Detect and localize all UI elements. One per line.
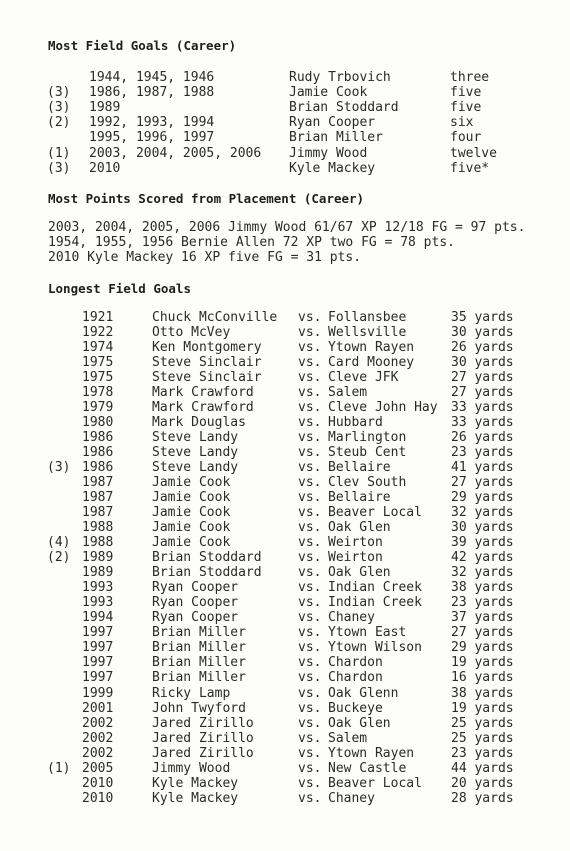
placement-line: 2010 Kyle Mackey 16 XP five FG = 31 pts. [48,250,362,265]
player-name: Jamie Cook [152,505,231,521]
kick-distance: 23 yards [451,745,514,761]
season-year: 2005 [82,760,114,776]
versus-label: vs. [298,700,322,716]
versus-label: vs. [298,355,322,371]
kick-distance: 32 yards [451,505,514,521]
kick-distance: 23 yards [451,445,514,461]
player-name: Jimmy Wood [152,760,231,776]
versus-label: vs. [298,505,322,521]
versus-label: vs. [298,490,322,506]
season-year: 1921 [82,310,114,325]
versus-label: vs. [298,625,322,641]
section-title-longest-field-goals: Longest Field Goals [48,281,191,296]
kick-distance: 26 yards [451,340,514,356]
versus-label: vs. [298,580,322,596]
opponent-name: Steub Cent [328,445,407,461]
rank-marker: (3) [47,100,71,116]
opponent-name: Card Mooney [328,355,415,371]
opponent-name: Bellaire [328,490,391,506]
kick-distance: 39 yards [451,535,514,551]
player-name: Mark Douglas [152,415,246,431]
season-year: 1987 [82,505,114,521]
versus-label: vs. [298,325,322,341]
season-year: 1986 [82,430,114,446]
versus-label: vs. [298,475,322,491]
opponent-name: Ytown Wilson [328,640,422,656]
opponent-name: Weirton [328,535,383,551]
season-year: 1997 [82,670,114,686]
versus-label: vs. [298,550,322,566]
opponent-name: Salem [328,730,368,746]
season-year: 1987 [82,490,114,506]
player-name: Jamie Cook [152,475,231,491]
player-name: Brian Miller [152,655,246,671]
player-name: Steve Landy [152,430,239,446]
player-name: Jared Zirillo [152,715,254,731]
kick-distance: 35 yards [451,310,514,325]
player-name: Otto McVey [152,325,231,341]
versus-label: vs. [298,520,322,536]
kick-distance: 38 yards [451,580,514,596]
player-name: Brian Stoddard [152,550,262,566]
kick-distance: 30 yards [451,325,514,341]
opponent-name: Oak Glen [328,565,391,581]
season-year: 1988 [82,535,114,551]
field-goal-count: twelve [450,145,497,161]
kick-distance: 33 yards [451,415,514,431]
field-goal-count: five [450,85,482,101]
player-name: Chuck McConville [152,310,278,325]
player-name: Jimmy Wood [289,145,368,161]
season-years: 1989 [89,100,121,116]
opponent-name: Chardon [328,670,383,686]
opponent-name: Clev South [328,475,407,491]
kick-distance: 27 yards [451,370,514,386]
kick-distance: 25 yards [451,730,514,746]
rank-marker: (1) [47,145,71,161]
season-years: 1995, 1996, 1997 [89,130,215,146]
player-name: Ryan Cooper [152,595,239,611]
season-year: 1997 [82,640,114,656]
player-name: Jamie Cook [289,85,368,101]
kick-distance: 44 yards [451,760,514,776]
season-year: 1979 [82,400,114,416]
kick-distance: 30 yards [451,355,514,371]
player-name: Brian Miller [152,625,246,641]
season-year: 1987 [82,475,114,491]
opponent-name: Beaver Local [328,775,422,791]
season-year: 1978 [82,385,114,401]
opponent-name: Bellaire [328,460,391,476]
opponent-name: Ytown East [328,625,407,641]
opponent-name: Marlington [328,430,407,446]
field-goal-count: five* [450,160,490,176]
player-name: Ryan Cooper [152,580,239,596]
placement-line: 1954, 1955, 1956 Bernie Allen 72 XP two FG = 78 pts. [48,235,455,250]
rank-marker: (3) [47,85,71,101]
season-year: 1988 [82,520,114,536]
field-goal-count: five [450,100,482,116]
versus-label: vs. [298,610,322,626]
opponent-name: Chaney [328,790,375,806]
opponent-name: Chaney [328,610,375,626]
kick-distance: 33 yards [451,400,514,416]
rank-marker: (2) [47,115,71,131]
season-year: 1993 [82,595,114,611]
section-title-placement-points: Most Points Scored from Placement (Career) [48,191,365,206]
kick-distance: 42 yards [451,550,514,566]
opponent-name: Oak Glen [328,715,391,731]
player-name: Brian Miller [289,130,383,146]
player-name: Steve Landy [152,460,239,476]
versus-label: vs. [298,415,322,431]
opponent-name: Ytown Rayen [328,340,415,356]
opponent-name: Beaver Local [328,505,422,521]
player-name: Jared Zirillo [152,745,254,761]
versus-label: vs. [298,430,322,446]
opponent-name: Indian Creek [328,595,422,611]
versus-label: vs. [298,535,322,551]
placement-line: 2003, 2004, 2005, 2006 Jimmy Wood 61/67 XP 12/18 FG = 97 pts. [48,220,526,235]
field-goal-count: six [450,115,474,131]
kick-distance: 27 yards [451,625,514,641]
kick-distance: 32 yards [451,565,514,581]
versus-label: vs. [298,310,322,325]
versus-label: vs. [298,775,322,791]
player-name: Brian Miller [152,640,246,656]
rank-marker: (3) [47,460,71,476]
opponent-name: Cleve JFK [328,370,399,386]
season-year: 1986 [82,460,114,476]
kick-distance: 23 yards [451,595,514,611]
field-goal-count: four [450,130,482,146]
player-name: Ryan Cooper [289,115,376,131]
kick-distance: 38 yards [451,685,514,701]
season-year: 1999 [82,685,114,701]
season-year: 1997 [82,655,114,671]
season-year: 2001 [82,700,114,716]
player-name: Jared Zirillo [152,730,254,746]
season-year: 2010 [82,775,114,791]
versus-label: vs. [298,790,322,806]
opponent-name: Oak Glenn [328,685,399,701]
opponent-name: Oak Glen [328,520,391,536]
season-years: 2003, 2004, 2005, 2006 [89,145,262,161]
versus-label: vs. [298,655,322,671]
player-name: Steve Sinclair [152,355,262,371]
player-name: Kyle Mackey [289,160,376,176]
versus-label: vs. [298,370,322,386]
opponent-name: Ytown Rayen [328,745,415,761]
opponent-name: New Castle [328,760,407,776]
kick-distance: 27 yards [451,385,514,401]
player-name: Steve Sinclair [152,370,262,386]
player-name: Brian Miller [152,670,246,686]
kick-distance: 41 yards [451,460,514,476]
season-year: 2002 [82,745,114,761]
season-year: 1922 [82,325,114,341]
season-year: 2002 [82,715,114,731]
kick-distance: 19 yards [451,700,514,716]
rank-marker: (3) [47,160,71,176]
player-name: Steve Landy [152,445,239,461]
player-name: Jamie Cook [152,520,231,536]
kick-distance: 30 yards [451,520,514,536]
versus-label: vs. [298,385,322,401]
opponent-name: Weirton [328,550,383,566]
player-name: Jamie Cook [152,490,231,506]
season-year: 2002 [82,730,114,746]
season-years: 1986, 1987, 1988 [89,85,215,101]
rank-marker: (4) [47,535,71,551]
player-name: Ricky Lamp [152,685,231,701]
player-name: Kyle Mackey [152,790,239,806]
kick-distance: 28 yards [451,790,514,806]
player-name: Ken Montgomery [152,340,262,356]
player-name: Jamie Cook [152,535,231,551]
rank-marker: (1) [47,760,71,776]
player-name: Mark Crawford [152,385,254,401]
opponent-name: Wellsville [328,325,407,341]
versus-label: vs. [298,760,322,776]
kick-distance: 16 yards [451,670,514,686]
versus-label: vs. [298,595,322,611]
player-name: Rudy Trbovich [289,70,391,85]
versus-label: vs. [298,565,322,581]
season-year: 1980 [82,415,114,431]
versus-label: vs. [298,640,322,656]
kick-distance: 37 yards [451,610,514,626]
kick-distance: 25 yards [451,715,514,731]
versus-label: vs. [298,670,322,686]
rank-marker: (2) [47,550,71,566]
versus-label: vs. [298,685,322,701]
kick-distance: 29 yards [451,640,514,656]
player-name: Kyle Mackey [152,775,239,791]
season-year: 1994 [82,610,114,626]
kick-distance: 29 yards [451,490,514,506]
versus-label: vs. [298,715,322,731]
season-year: 2010 [82,790,114,806]
player-name: Mark Crawford [152,400,254,416]
versus-label: vs. [298,445,322,461]
versus-label: vs. [298,730,322,746]
kick-distance: 20 yards [451,775,514,791]
opponent-name: Salem [328,385,368,401]
opponent-name: Indian Creek [328,580,422,596]
season-years: 1944, 1945, 1946 [89,70,215,85]
opponent-name: Follansbee [328,310,407,325]
season-year: 1975 [82,370,114,386]
season-year: 1993 [82,580,114,596]
season-years: 2010 [89,160,121,176]
opponent-name: Cleve John Hay [328,400,438,416]
season-year: 1975 [82,355,114,371]
kick-distance: 27 yards [451,475,514,491]
player-name: Brian Stoddard [289,100,399,116]
versus-label: vs. [298,745,322,761]
field-goal-count: three [450,70,490,85]
season-years: 1992, 1993, 1994 [89,115,215,131]
opponent-name: Buckeye [328,700,383,716]
season-year: 1989 [82,550,114,566]
versus-label: vs. [298,340,322,356]
opponent-name: Hubbard [328,415,383,431]
season-year: 1974 [82,340,114,356]
kick-distance: 26 yards [451,430,514,446]
player-name: Ryan Cooper [152,610,239,626]
section-title-career-field-goals: Most Field Goals (Career) [48,38,237,53]
player-name: John Twyford [152,700,246,716]
player-name: Brian Stoddard [152,565,262,581]
season-year: 1989 [82,565,114,581]
versus-label: vs. [298,460,322,476]
season-year: 1997 [82,625,114,641]
versus-label: vs. [298,400,322,416]
kick-distance: 19 yards [451,655,514,671]
season-year: 1986 [82,445,114,461]
opponent-name: Chardon [328,655,383,671]
